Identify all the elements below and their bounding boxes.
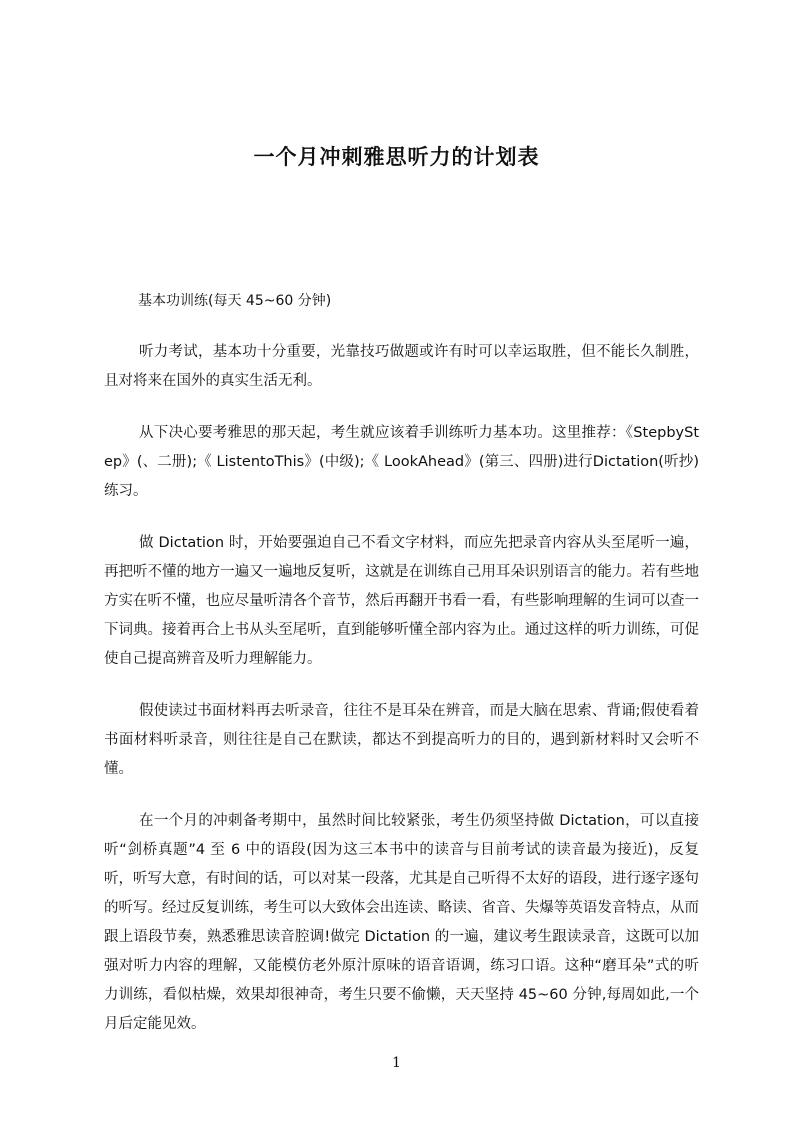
paragraph-4: 假使读过书面材料再去听录音，往往不是耳朵在辨音，而是大脑在思索、背诵;假使看着书面材料听录音，则往往是自己在默读，都达不到提高听力的目的，遇到新材料时又会听不懂。	[104, 703, 699, 777]
document-body	[104, 338, 699, 1062]
paragraph-1: 听力考试，基本功十分重要，光靠技巧做题或许有时可以幸运取胜，但不能长久制胜，且对将来在国外的真实生活无利。	[104, 344, 699, 389]
page-number: 1	[392, 1055, 401, 1071]
paragraph-3: 做 Dictation 时，开始要强迫自己不看文字材料，而应先把录音内容从头至尾听一遍，再把听不懂的地方一遍又一遍地反复听，这就是在训练自己用耳朵识别语言的能力。若有些地方实在听不懂，也应尽量听清各个音节，然后再翻开书看一看，有些影响理解的生词可以查一下词典。接着再合上书从头至尾听，直到能够听懂全部内容为止。通过这样的听力训练，可促使自己提高辨音及听力理解能力。	[104, 535, 699, 667]
section-heading: 基本功训练(每天 45~60 分钟)	[138, 293, 332, 309]
paragraph-2: 从下决心要考雅思的那天起，考生就应该着手训练听力基本功。这里推荐：《StepbyStep》(、二册);《 ListentoThis》(中级);《 LookAhead》(第三、四册)进行Dictation(听抄)练习。	[104, 425, 699, 499]
paragraph-5: 在一个月的冲刺备考期中，虽然时间比较紧张，考生仍须坚持做 Dictation，可以直接听“剑桥真题”4 至 6 中的语段(因为这三本书中的读音与目前考试的读音最为接近)，反复听，听写大意，有时间的话，可以对某一段落，尤其是自己听得不太好的语段，进行逐字逐句的听写。经过反复训练，考生可以大致体会出连读、略读、省音、失爆等英语发音特点，从而跟上语段节奏，熟悉雅思读音腔调!做完 Dictation 的一遍，建议考生跟读录音，这既可以加强对听力内容的理解，又能模仿老外原汁原味的语音语调，练习口语。这种“磨耳朵”式的听力训练，看似枯燥，效果却很神奇，考生只要不偷懒，天天坚持 45~60 分钟,每周如此,一个月后定能见效。	[104, 813, 699, 1032]
page-title: 一个月冲刺雅思听力的计划表	[253, 145, 540, 169]
